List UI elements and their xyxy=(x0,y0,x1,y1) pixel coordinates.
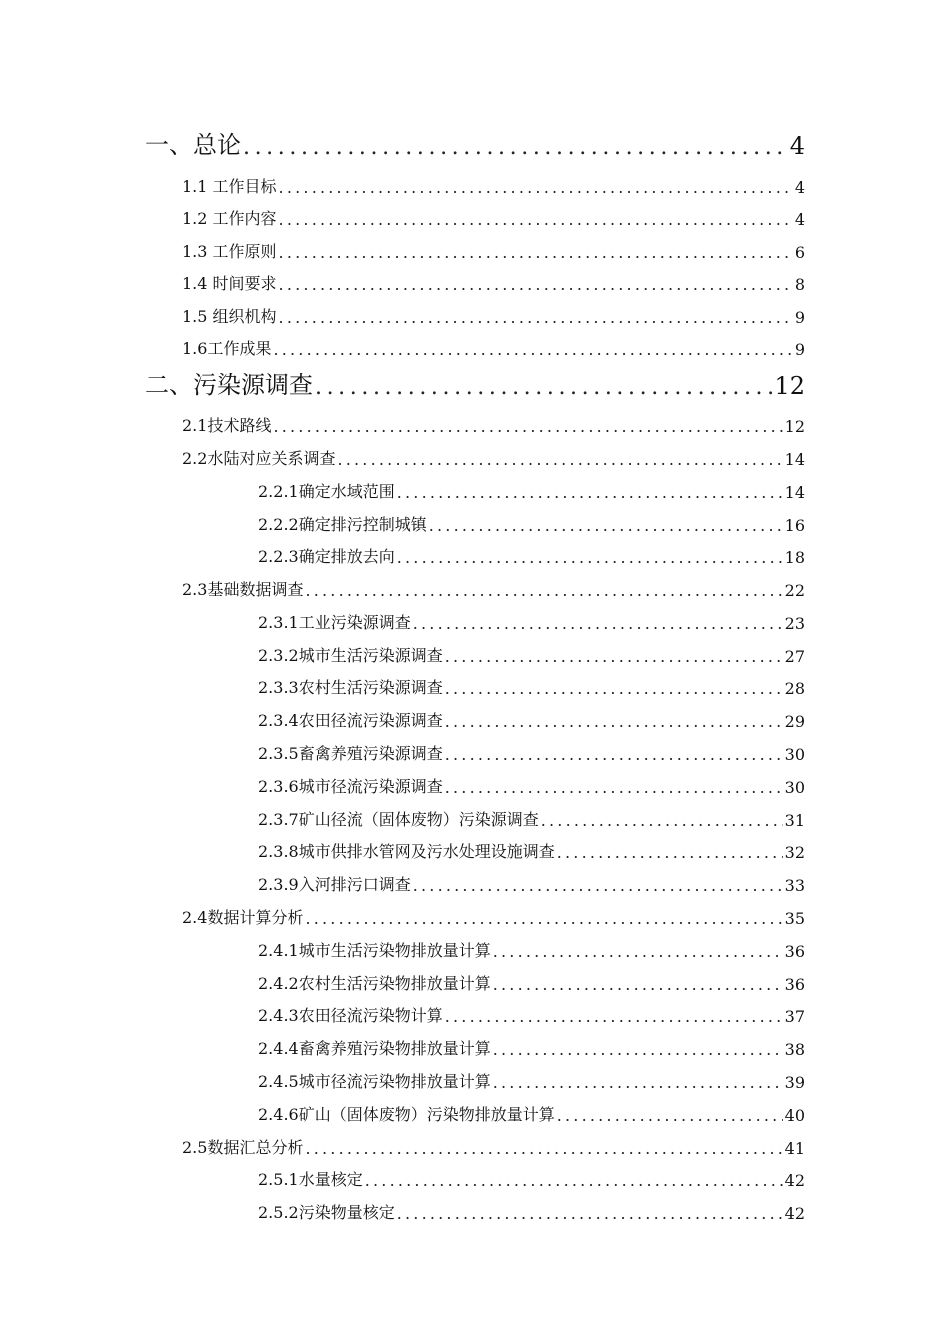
toc-entry-label: 1.2 工作内容 xyxy=(182,209,277,228)
toc-entry-label: 2.4.1城市生活污染物排放量计算 xyxy=(258,941,491,960)
toc-entry-2-4-3[interactable] xyxy=(258,996,805,1026)
toc-entry-2-3[interactable] xyxy=(182,570,805,600)
toc-entry-2-4-5[interactable] xyxy=(258,1062,805,1092)
toc-entry-2-4-6[interactable] xyxy=(258,1095,805,1125)
toc-leader-dots xyxy=(445,1007,783,1026)
toc-leader-dots xyxy=(279,308,793,327)
toc-entry-label: 1.5 组织机构 xyxy=(182,307,277,326)
toc-entry-label: 1.4 时间要求 xyxy=(182,274,277,293)
toc-entry-label: 2.2.3确定排放去向 xyxy=(258,547,395,566)
toc-entry-label: 2.5数据汇总分析 xyxy=(182,1138,304,1157)
toc-entry-2-3-9[interactable] xyxy=(258,865,805,895)
toc-entry-2-5[interactable] xyxy=(182,1128,805,1158)
toc-entry-2-4-4[interactable] xyxy=(258,1029,805,1059)
toc-entry-1-3[interactable] xyxy=(182,232,805,262)
toc-entry-2-4[interactable] xyxy=(182,898,805,928)
toc-entry-2-3-3[interactable] xyxy=(258,668,805,698)
toc-entry-page: 33 xyxy=(784,876,805,895)
toc-leader-dots xyxy=(305,1139,782,1158)
toc-entry-label: 2.5.1水量核定 xyxy=(258,1170,363,1189)
toc-entry-page: 35 xyxy=(784,909,805,928)
toc-entry-page: 4 xyxy=(789,132,805,160)
toc-entry-2-2[interactable] xyxy=(182,439,805,469)
toc-entry-label: 2.4数据计算分析 xyxy=(182,908,304,927)
toc-entry-label: 2.4.2农村生活污染物排放量计算 xyxy=(258,974,491,993)
toc-leader-dots xyxy=(445,712,783,731)
toc-leader-dots xyxy=(279,210,793,229)
toc-entry-label: 二、污染源调查 xyxy=(145,371,313,399)
toc-entry-2-1[interactable] xyxy=(182,406,805,436)
toc-leader-dots xyxy=(493,975,783,994)
toc-entry-page: 29 xyxy=(784,712,805,731)
toc-entry-2-3-7[interactable] xyxy=(258,800,805,830)
toc-entry-label: 2.3.5畜禽养殖污染源调查 xyxy=(258,744,443,763)
toc-leader-dots xyxy=(397,483,783,502)
toc-leader-dots xyxy=(397,548,783,567)
toc-entry-label: 2.2水陆对应关系调查 xyxy=(182,449,336,468)
toc-entry-page: 9 xyxy=(794,308,805,327)
toc-entry-page: 14 xyxy=(784,483,805,502)
toc-leader-dots xyxy=(413,876,783,895)
toc-entry-page: 36 xyxy=(784,942,805,961)
toc-entry-1-2[interactable] xyxy=(182,199,805,229)
toc-entry-2-3-4[interactable] xyxy=(258,701,805,731)
toc-entry-page: 36 xyxy=(784,975,805,994)
toc-entry-label: 2.3.1工业污染源调查 xyxy=(258,613,411,632)
toc-entry-label: 2.1技术路线 xyxy=(182,416,272,435)
toc-leader-dots xyxy=(305,581,782,600)
toc-leader-dots xyxy=(279,243,793,262)
toc-entry-label: 2.3.9入河排污口调查 xyxy=(258,875,411,894)
toc-entry-2-3-2[interactable] xyxy=(258,636,805,666)
toc-entry-page: 12 xyxy=(774,372,805,400)
toc-leader-dots xyxy=(493,1040,783,1059)
toc-leader-dots xyxy=(397,1204,783,1223)
toc-entry-label: 2.3.6城市径流污染源调查 xyxy=(258,777,443,796)
toc-entry-page: 27 xyxy=(784,647,805,666)
toc-leader-dots xyxy=(279,178,793,197)
toc-entry-label: 2.3.3农村生活污染源调查 xyxy=(258,678,443,697)
toc-entry-2[interactable] xyxy=(145,364,805,400)
toc-entry-2-2-1[interactable] xyxy=(258,472,805,502)
toc-leader-dots xyxy=(445,745,783,764)
toc-leader-dots xyxy=(541,811,783,830)
toc-entry-page: 18 xyxy=(784,548,805,567)
toc-entry-page: 32 xyxy=(784,843,805,862)
toc-entry-label: 2.3.2城市生活污染源调查 xyxy=(258,646,443,665)
toc-entry-label: 2.4.4畜禽养殖污染物排放量计算 xyxy=(258,1039,491,1058)
toc-leader-dots xyxy=(315,375,772,400)
toc-entry-page: 16 xyxy=(784,516,805,535)
toc-entry-1-4[interactable] xyxy=(182,264,805,294)
toc-entry-2-3-1[interactable] xyxy=(258,603,805,633)
toc-entry-page: 12 xyxy=(784,417,805,436)
toc-entry-2-4-1[interactable] xyxy=(258,931,805,961)
toc-entry-page: 22 xyxy=(784,581,805,600)
toc-leader-dots xyxy=(557,843,783,862)
toc-entry-2-5-1[interactable] xyxy=(258,1160,805,1190)
toc-entry-page: 31 xyxy=(784,811,805,830)
toc-entry-page: 42 xyxy=(784,1171,805,1190)
toc-entry-page: 39 xyxy=(784,1073,805,1092)
toc-leader-dots xyxy=(493,942,783,961)
toc-entry-label: 一、总论 xyxy=(145,131,241,159)
toc-leader-dots xyxy=(365,1171,783,1190)
toc-leader-dots xyxy=(445,679,783,698)
toc-entry-2-4-2[interactable] xyxy=(258,964,805,994)
toc-entry-page: 30 xyxy=(784,778,805,797)
toc-entry-label: 2.5.2污染物量核定 xyxy=(258,1203,395,1222)
toc-entry-page: 6 xyxy=(794,243,805,262)
toc-entry-2-2-3[interactable] xyxy=(258,537,805,567)
toc-entry-1-1[interactable] xyxy=(182,167,805,197)
toc-entry-1-5[interactable] xyxy=(182,297,805,327)
toc-entry-page: 28 xyxy=(784,679,805,698)
toc-entry-2-3-5[interactable] xyxy=(258,734,805,764)
toc-leader-dots xyxy=(243,135,788,160)
toc-entry-label: 1.3 工作原则 xyxy=(182,242,277,261)
toc-entry-2-3-8[interactable] xyxy=(258,832,805,862)
toc-leader-dots xyxy=(445,647,783,666)
toc-entry-label: 2.4.6矿山（固体废物）污染物排放量计算 xyxy=(258,1105,555,1124)
toc-entry-page: 40 xyxy=(784,1106,805,1125)
toc-leader-dots xyxy=(445,778,783,797)
toc-entry-2-5-2[interactable] xyxy=(258,1193,805,1223)
toc-leader-dots xyxy=(337,450,782,469)
toc-entry-page: 42 xyxy=(784,1204,805,1223)
toc-entry-label: 2.3.8城市供排水管网及污水处理设施调查 xyxy=(258,842,555,861)
toc-entry-1[interactable] xyxy=(145,124,805,160)
toc-entry-label: 2.3.4农田径流污染源调查 xyxy=(258,711,443,730)
toc-entry-label: 2.3.7矿山径流（固体废物）污染源调查 xyxy=(258,810,539,829)
toc-entry-page: 9 xyxy=(794,340,805,359)
toc-entry-2-3-6[interactable] xyxy=(258,767,805,797)
toc-entry-page: 4 xyxy=(794,178,805,197)
toc-entry-2-2-2[interactable] xyxy=(258,505,805,535)
toc-entry-label: 2.2.2确定排污控制城镇 xyxy=(258,515,427,534)
toc-leader-dots xyxy=(273,340,792,359)
toc-entry-label: 2.4.5城市径流污染物排放量计算 xyxy=(258,1072,491,1091)
toc-entry-page: 23 xyxy=(784,614,805,633)
toc-entry-1-6[interactable] xyxy=(182,329,805,359)
toc-leader-dots xyxy=(413,614,783,633)
toc-leader-dots xyxy=(305,909,782,928)
toc-entry-label: 2.3基础数据调查 xyxy=(182,580,304,599)
toc-entry-label: 1.1 工作目标 xyxy=(182,177,277,196)
toc-entry-page: 14 xyxy=(784,450,805,469)
toc-leader-dots xyxy=(279,275,793,294)
toc-entry-label: 2.2.1确定水域范围 xyxy=(258,482,395,501)
toc-entry-page: 8 xyxy=(794,275,805,294)
toc-leader-dots xyxy=(429,516,783,535)
toc-entry-page: 4 xyxy=(794,210,805,229)
toc-entry-label: 1.6工作成果 xyxy=(182,339,272,358)
toc-entry-page: 30 xyxy=(784,745,805,764)
toc-entry-page: 38 xyxy=(784,1040,805,1059)
toc-entry-page: 41 xyxy=(784,1139,805,1158)
toc-leader-dots xyxy=(273,417,782,436)
toc-entry-label: 2.4.3农田径流污染物计算 xyxy=(258,1006,443,1025)
toc-leader-dots xyxy=(557,1106,783,1125)
toc-entry-page: 37 xyxy=(784,1007,805,1026)
toc-leader-dots xyxy=(493,1073,783,1092)
